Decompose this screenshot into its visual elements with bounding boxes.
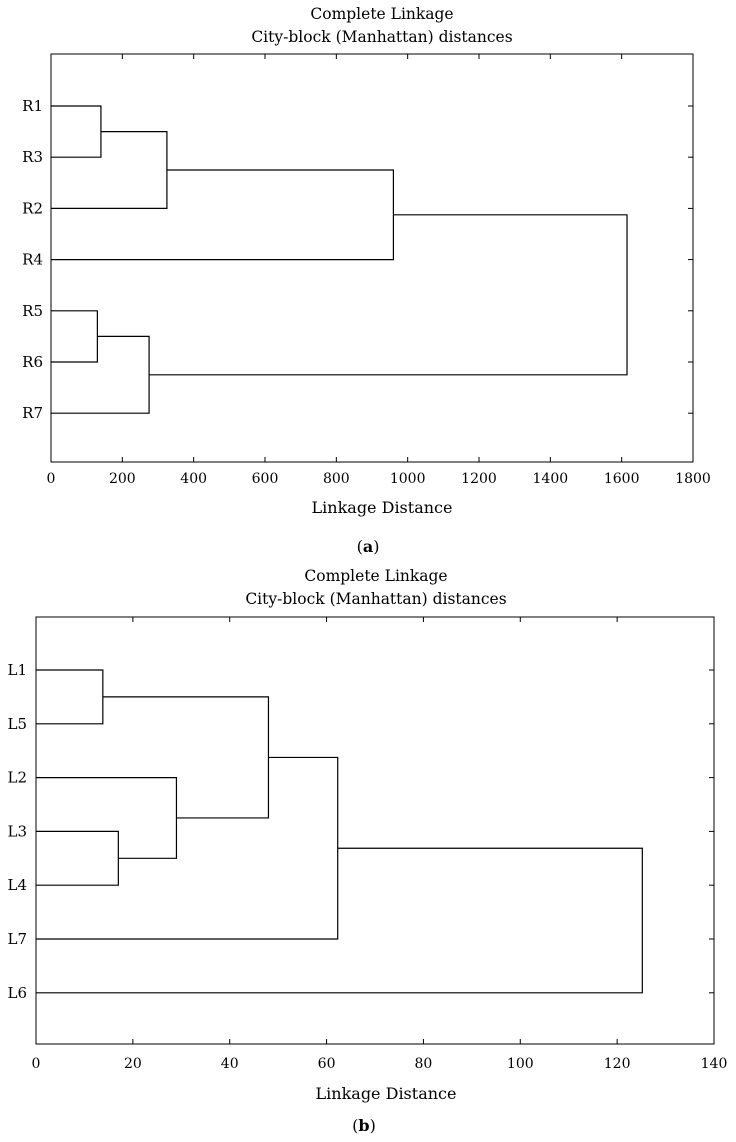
x-axis-label: Linkage Distance — [315, 1084, 457, 1103]
x-tick-label: 200 — [108, 471, 136, 487]
caption-open: ( — [356, 537, 363, 556]
leaf-label-r6: R6 — [22, 353, 43, 371]
merge-link-5 — [51, 170, 393, 260]
x-tick-label: 1200 — [461, 471, 497, 487]
merge-link-2 — [36, 831, 118, 885]
merge-link-6 — [36, 848, 642, 993]
x-axis-ticks — [47, 54, 711, 487]
dendrogram-panel-b — [7, 567, 727, 1135]
leaf-label-l1: L1 — [7, 661, 27, 679]
x-tick-label: 140 — [700, 1056, 728, 1072]
x-tick-label: 1400 — [532, 471, 569, 487]
dendrogram-links — [51, 106, 627, 413]
x-tick-label: 400 — [180, 471, 208, 487]
chart-title: Complete Linkage — [310, 5, 454, 23]
x-axis-label: Linkage Distance — [311, 498, 453, 517]
x-tick-label: 1000 — [389, 471, 426, 487]
merge-link-2 — [51, 311, 97, 362]
x-tick-label: 0 — [31, 1056, 41, 1072]
caption-close: ) — [369, 1116, 376, 1135]
caption-open: ( — [352, 1116, 359, 1135]
plot-frame — [51, 54, 693, 462]
caption-close: ) — [373, 537, 380, 556]
merge-link-5 — [36, 757, 338, 939]
merge-link-3 — [36, 778, 176, 859]
panel-caption — [352, 1116, 376, 1135]
x-tick-label: 1800 — [675, 471, 711, 487]
x-tick-label: 120 — [603, 1056, 631, 1072]
x-tick-label: 1600 — [603, 471, 640, 487]
caption-letter: a — [362, 537, 374, 556]
leaf-label-l6: L6 — [7, 983, 27, 1002]
plot-frame — [36, 617, 714, 1044]
leaf-label-l3: L3 — [7, 822, 27, 841]
x-tick-label: 0 — [46, 471, 56, 487]
leaf-label-r2: R2 — [22, 199, 43, 218]
leaf-label-r3: R3 — [22, 148, 43, 167]
merge-link-4 — [103, 697, 269, 818]
leaf-label-r7: R7 — [22, 404, 43, 423]
chart-subtitle: City-block (Manhattan) distances — [245, 590, 507, 608]
panel-caption — [357, 537, 380, 556]
x-tick-label: 40 — [220, 1056, 239, 1072]
leaf-label-l5: L5 — [7, 714, 27, 733]
dendrogram-links — [36, 670, 642, 993]
chart-subtitle: City-block (Manhattan) distances — [251, 28, 513, 46]
merge-link-1 — [51, 106, 101, 157]
merge-link-4 — [51, 336, 149, 413]
x-tick-label: 20 — [123, 1056, 142, 1072]
merge-link-3 — [51, 132, 167, 209]
merge-link-6 — [149, 215, 627, 375]
leaf-label-l7: L7 — [7, 930, 27, 948]
leaf-label-r4: R4 — [22, 250, 43, 269]
leaf-label-l4: L4 — [7, 876, 27, 895]
leaf-label-r1: R1 — [22, 97, 43, 115]
caption-letter: b — [358, 1116, 370, 1135]
leaf-label-l2: L2 — [7, 768, 27, 787]
x-tick-label: 60 — [317, 1056, 336, 1072]
x-tick-label: 80 — [414, 1056, 433, 1072]
leaf-label-r5: R5 — [22, 301, 43, 320]
merge-link-1 — [36, 670, 103, 724]
x-tick-label: 600 — [251, 471, 279, 487]
chart-title: Complete Linkage — [304, 567, 448, 585]
x-tick-label: 800 — [322, 471, 350, 487]
x-axis-ticks — [32, 617, 728, 1072]
x-tick-label: 100 — [506, 1056, 534, 1072]
dendrogram-panel-a — [22, 5, 711, 556]
